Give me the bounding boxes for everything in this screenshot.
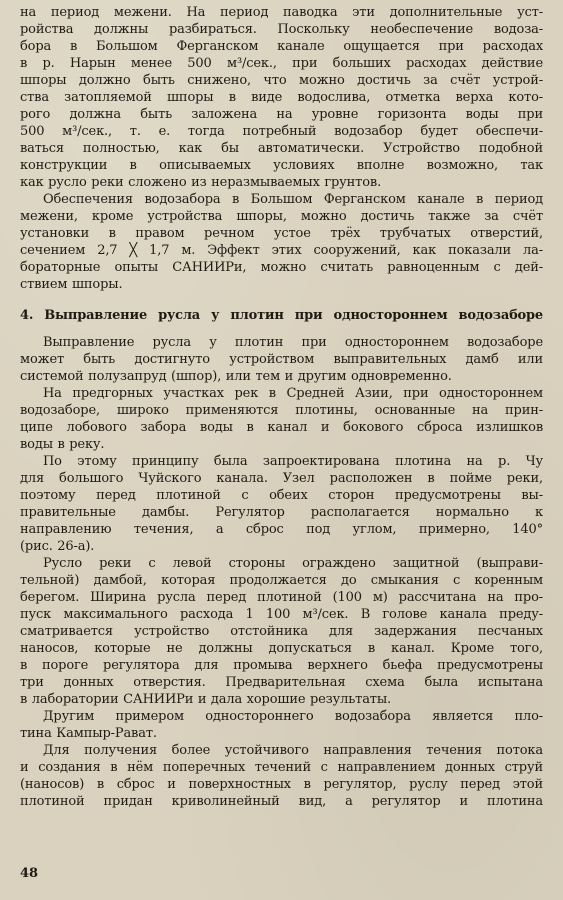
text-line: пуск максимального расхода 1 100 м³/сек. В голове канала преду- <box>20 607 543 622</box>
text-line: воды в реку. <box>20 437 105 452</box>
text-line: и создания в нём поперечных течений с направлением донных струй <box>20 760 543 775</box>
text-line: правительные дамбы. Регулятор располагается нормально к <box>20 505 543 520</box>
text-line: сматривается устройство отстойника для задержания песчаных <box>20 624 543 639</box>
text-line: поэтому перед плотиной с обеих сторон предусмотрены вы- <box>20 488 543 503</box>
paragraph-low-water-intake <box>20 191 543 293</box>
text-line: По этому принципу была запроектирована плотина на р. Чу <box>43 454 543 469</box>
text-line: ствием шпоры. <box>20 277 123 292</box>
text-line: Обеспечения водозабора в Большом Ферганском канале в период <box>43 192 543 207</box>
text-line: в пороге регулятора для промыва верхнего бьефа предусмотрены <box>20 658 543 673</box>
paragraph-left-dam <box>20 555 543 708</box>
text-line: ципе лобового забора воды в канал и бокового сброса излишков <box>20 420 543 435</box>
paragraph-central-asia <box>20 385 543 453</box>
paragraph-flood-period <box>20 4 543 191</box>
text-line: установки в правом речном устое трёх трубчатых отверстий, <box>20 226 543 241</box>
paragraph-curved-channel <box>20 742 543 810</box>
text-line: ройства должны разбираться. Поскольку необеспечение водоза- <box>20 22 543 37</box>
text-line: (рис. 26-а). <box>20 539 95 554</box>
text-line: бораторные опыты САНИИРи, можно считать равноценным с дей- <box>20 260 543 275</box>
text-line: может быть достигнуто устройством выправительных дамб или <box>20 352 543 367</box>
text-line: межени, кроме устройства шпоры, можно достичь также за счёт <box>20 209 543 224</box>
text-line: три донных отверстия. Предварительная схема была испытана <box>20 675 543 690</box>
text-line: берегом. Ширина русла перед плотиной (100 м) рассчитана на про- <box>20 590 543 605</box>
text-line: на период межени. На период паводка эти дополнительные уст- <box>20 5 543 20</box>
text-line: для большого Чуйского канала. Узел расположен в пойме реки, <box>20 471 543 486</box>
text-line: в р. Нарын менее 500 м³/сек., при больших расходах действие <box>20 56 543 71</box>
text-line: как русло реки сложено из неразмываемых грунтов. <box>20 175 382 190</box>
text-line: (наносов) в сброс и поверхностных в регулятор, руслу перед этой <box>20 777 543 792</box>
text-line: плотиной придан криволинейный вид, а регулятор и плотина <box>20 794 543 809</box>
text-line: наносов, которые не должны допускаться в канал. Кроме того, <box>20 641 543 656</box>
text-line: водозаборе, широко применяются плотины, основанные на прин- <box>20 403 543 418</box>
text-line: рого должна быть заложена на уровне горизонта воды при <box>20 107 543 122</box>
text-line: бора в Большом Ферганском канале ощущается при расходах <box>20 39 543 54</box>
text-line: в лаборатории САНИИРи и дала хорошие результаты. <box>20 692 392 707</box>
text-line: направлению течения, а сброс под углом, примерно, 140° <box>20 522 543 537</box>
text-line: Другим примером одностороннего водозабора является пло- <box>43 709 543 724</box>
text-line: Выправление русла у плотин при одностороннем водозаборе <box>43 335 543 350</box>
text-line: Русло реки с левой стороны ограждено защитной (выправи- <box>43 556 543 571</box>
text-line: Для получения более устойчивого направления течения потока <box>43 743 543 758</box>
text-line: шпоры должно быть снижено, что можно достичь за счёт устрой- <box>20 73 543 88</box>
text-line: тельной) дамбой, которая продолжается до смыкания с коренным <box>20 573 543 588</box>
text-line: ваться полностью, как бы автоматически. Устройство подобной <box>20 141 543 156</box>
text-line: тина Кампыр-Рават. <box>20 726 157 741</box>
page-number: 48 <box>20 866 39 881</box>
text-line: сечением 2,7 ╳ 1,7 м. Эффект этих сооружений, как показали ла- <box>20 243 543 258</box>
text-line: На предгорных участках рек в Средней Азии, при одностороннем <box>43 386 543 401</box>
paragraph-channel-training <box>20 334 543 385</box>
text-line: конструкции в описываемых условиях вполне возможно, так <box>20 158 543 173</box>
text-line: 500 м³/сек., т. е. тогда потребный водозабор будет обеспечи- <box>20 124 543 139</box>
text-line: системой полузапруд (шпор), или тем и другим одновременно. <box>20 369 452 384</box>
paragraph-chu-dam <box>20 453 543 555</box>
section-title: 4. Выправление русла у плотин при одностороннем водозаборе <box>20 308 543 323</box>
text-line: ства затопляемой шпоры в виде водослива, отметка верха кото- <box>20 90 543 105</box>
paragraph-kampyr-ravat <box>20 708 543 742</box>
